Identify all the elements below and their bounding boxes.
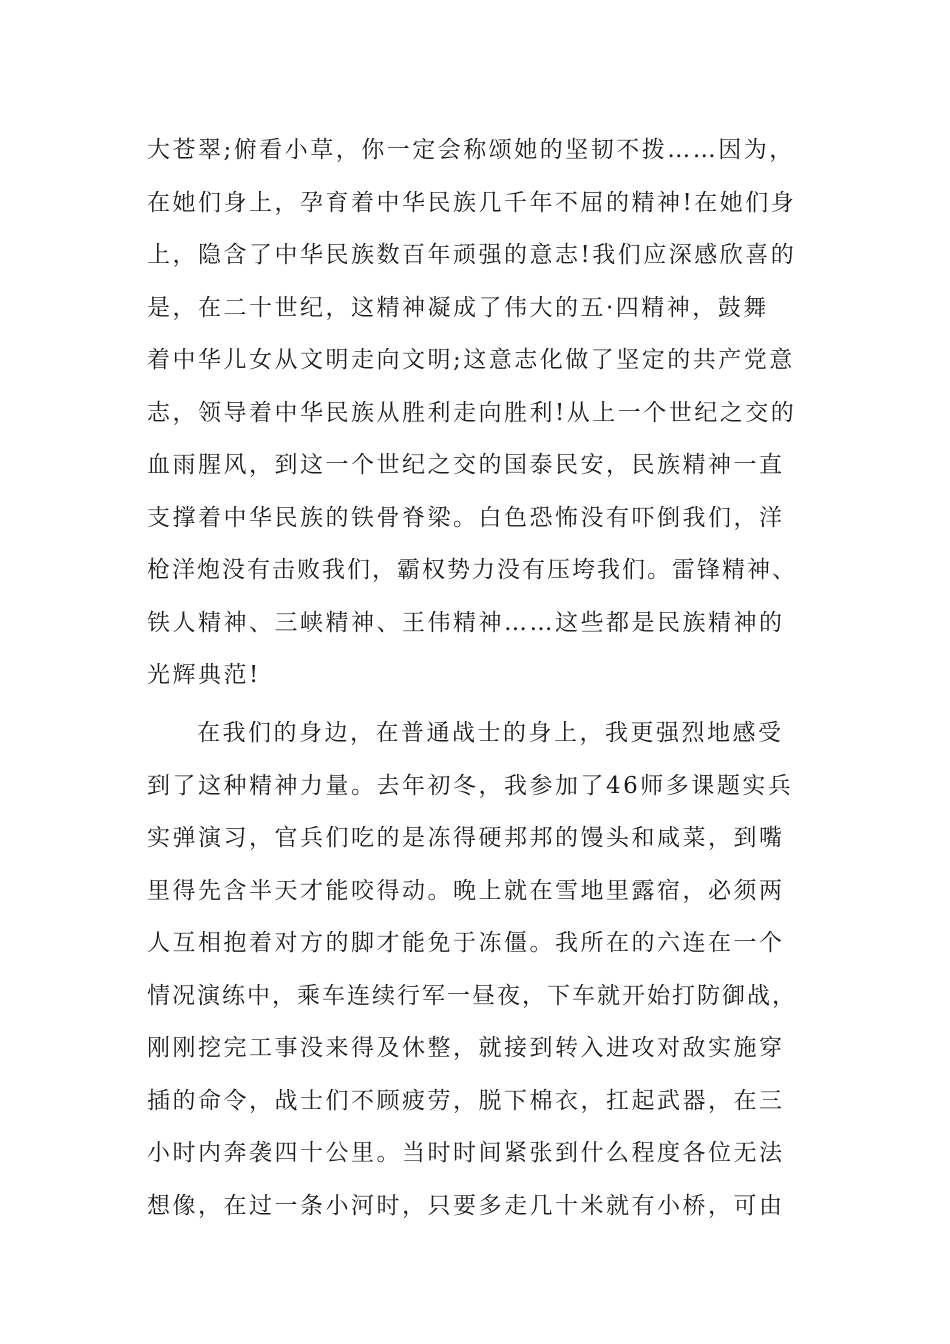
text-line: 在她们身上，孕育着中华民族几千年不屈的精神!在她们身 [147,190,797,216]
text-line: 是，在二十世纪，这精神凝成了伟大的五·四精神，鼓舞 [147,295,769,321]
text-line: 枪洋炮没有击败我们，霸权势力没有压垮我们。雷锋精神、 [147,557,797,583]
text-line: 铁人精神、三峡精神、王伟精神……这些都是民族精神的 [147,610,785,636]
text-line: 小时内奔袭四十公里。当时时间紧张到什么程度各位无法 [147,1140,785,1166]
text-line: 大苍翠;俯看小草，你一定会称颂她的坚韧不拨……因为， [147,137,795,163]
text-line: 里得先含半天才能咬得动。晚上就在雪地里露宿，必须两 [147,878,785,904]
text-line: 想像，在过一条小河时，只要多走几十米就有小桥，可由 [147,1193,785,1219]
text-line: 着中华儿女从文明走向文明;这意志化做了坚定的共产党意 [147,347,795,373]
text-line: 血雨腥风，到这一个世纪之交的国泰民安，民族精神一直 [147,452,785,478]
text-line: 插的命令，战士们不顾疲劳，脱下棉衣，扛起武器，在三 [147,1088,785,1114]
text-line: 上，隐含了中华民族数百年顽强的意志!我们应深感欣喜的 [147,242,797,268]
text-line: 志，领导着中华民族从胜利走向胜利!从上一个世纪之交的 [147,400,797,426]
text-line: 人互相抱着对方的脚才能免于冻僵。我所在的六连在一个 [147,930,785,956]
text-line: 情况演练中，乘车连续行军一昼夜，下车就开始打防御战， [147,983,797,1009]
text-line: 到了这种精神力量。去年初冬，我参加了46师多课题实兵 [147,773,794,799]
text-line: 光辉典范! [147,662,261,688]
text-line: 支撑着中华民族的铁骨脊梁。白色恐怖没有吓倒我们，洋 [147,505,785,531]
text-line: 在我们的身边，在普通战士的身上，我更强烈地感受 [197,720,784,746]
text-line: 刚刚挖完工事没来得及休整，就接到转入进攻对敌实施穿 [147,1035,785,1061]
text-line: 实弹演习，官兵们吃的是冻得硬邦邦的馒头和咸菜，到嘴 [147,825,785,851]
